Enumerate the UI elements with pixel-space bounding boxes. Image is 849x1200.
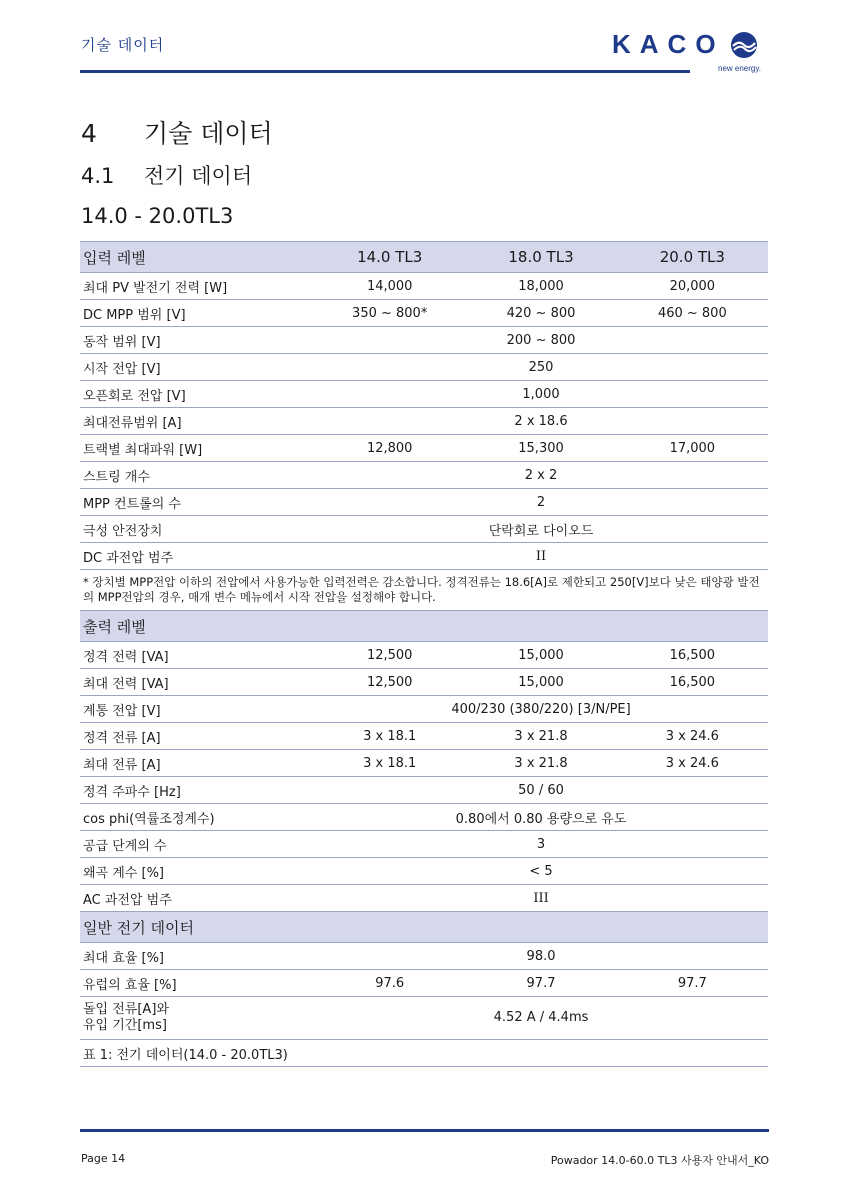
- table-caption: 표 1: 전기 데이터(14.0 - 20.0TL3): [80, 1040, 768, 1067]
- logo-wave-icon: [730, 31, 758, 59]
- table-row: DC MPP 범위 [V] 350 ~ 800* 420 ~ 800 460 ~ 800: [80, 300, 768, 327]
- table-row: 극성 안전장치 단락회로 다이오드: [80, 516, 768, 543]
- table-row: 트랙별 최대파워 [W] 12,800 15,300 17,000: [80, 435, 768, 462]
- table-row: cos phi(역률조정계수) 0.80에서 0.80 용량으로 유도: [80, 804, 768, 831]
- chapter-title: 기술 데이터: [144, 119, 273, 148]
- table-row: DC 과전압 범주 II: [80, 543, 768, 570]
- chapter-heading: [81, 114, 273, 150]
- logo-text: KACO: [612, 29, 725, 59]
- logo-tagline: new energy.: [718, 64, 761, 73]
- table-row: 동작 범위 [V] 200 ~ 800: [80, 327, 768, 354]
- table-row: MPP 컨트롤의 수 2: [80, 489, 768, 516]
- section-number: 4.1: [81, 164, 115, 188]
- table-footnote: * 장치별 MPP전압 이하의 전압에서 사용가능한 입력전력은 감소합니다. 정격전류는 18.6[A]로 제한되고 250[V]보다 낮은 태양광 발전의 MPP전압의 경우, 매개 변수 메뉴에서 시작 전압을 설정해야 합니다.: [80, 570, 768, 611]
- table-row: 정격 전류 [A] 3 x 18.1 3 x 21.8 3 x 24.6: [80, 723, 768, 750]
- header-rule: [80, 70, 690, 73]
- section-heading: [81, 160, 252, 190]
- table-row: 최대 PV 발전기 전력 [W] 14,000 18,000 20,000: [80, 273, 768, 300]
- table-row: 최대 전력 [VA] 12,500 15,000 16,500: [80, 669, 768, 696]
- table-row: 최대 전류 [A] 3 x 18.1 3 x 21.8 3 x 24.6: [80, 750, 768, 777]
- table-row: 스트링 개수 2 x 2: [80, 462, 768, 489]
- header-section-title: 기술 데이터: [81, 36, 165, 54]
- table-row: 최대전류범위 [A] 2 x 18.6: [80, 408, 768, 435]
- table-row: 정격 주파수 [Hz] 50 / 60: [80, 777, 768, 804]
- table-row: 정격 전력 [VA] 12,500 15,000 16,500: [80, 642, 768, 669]
- footer-rule: [80, 1129, 769, 1132]
- page-number: Page 14: [81, 1152, 126, 1165]
- output-level-header: 출력 레벨: [80, 611, 768, 642]
- chapter-number: 4: [81, 119, 97, 148]
- inrush-label-line2: 유입 기간[ms]: [83, 1018, 167, 1033]
- input-level-header: 입력 레벨 14.0 TL3 18.0 TL3 20.0 TL3: [80, 242, 768, 273]
- table-row: 왜곡 계수 [%] < 5: [80, 858, 768, 885]
- section-title: 전기 데이터: [144, 164, 253, 188]
- table-row: 돌입 전류[A]와 유입 기간[ms] 4.52 A / 4.4ms: [80, 997, 768, 1040]
- general-data-header: 일반 전기 데이터: [80, 912, 768, 943]
- table-row: 오픈회로 전압 [V] 1,000: [80, 381, 768, 408]
- model-range-heading: 14.0 - 20.0TL3: [81, 204, 234, 228]
- inrush-label-line1: 돌입 전류[A]와: [83, 1002, 169, 1017]
- table-row: 시작 전압 [V] 250: [80, 354, 768, 381]
- table-row: AC 과전압 범주 III: [80, 885, 768, 912]
- table-row: 유럽의 효율 [%] 97.6 97.7 97.7: [80, 970, 768, 997]
- table-row: 공급 단계의 수 3: [80, 831, 768, 858]
- document-title: Powador 14.0-60.0 TL3 사용자 안내서_KO: [550, 1154, 769, 1167]
- table-row: 계통 전압 [V] 400/230 (380/220) [3/N/PE]: [80, 696, 768, 723]
- spec-table: [80, 241, 768, 1067]
- table-row: 최대 효율 [%] 98.0: [80, 943, 768, 970]
